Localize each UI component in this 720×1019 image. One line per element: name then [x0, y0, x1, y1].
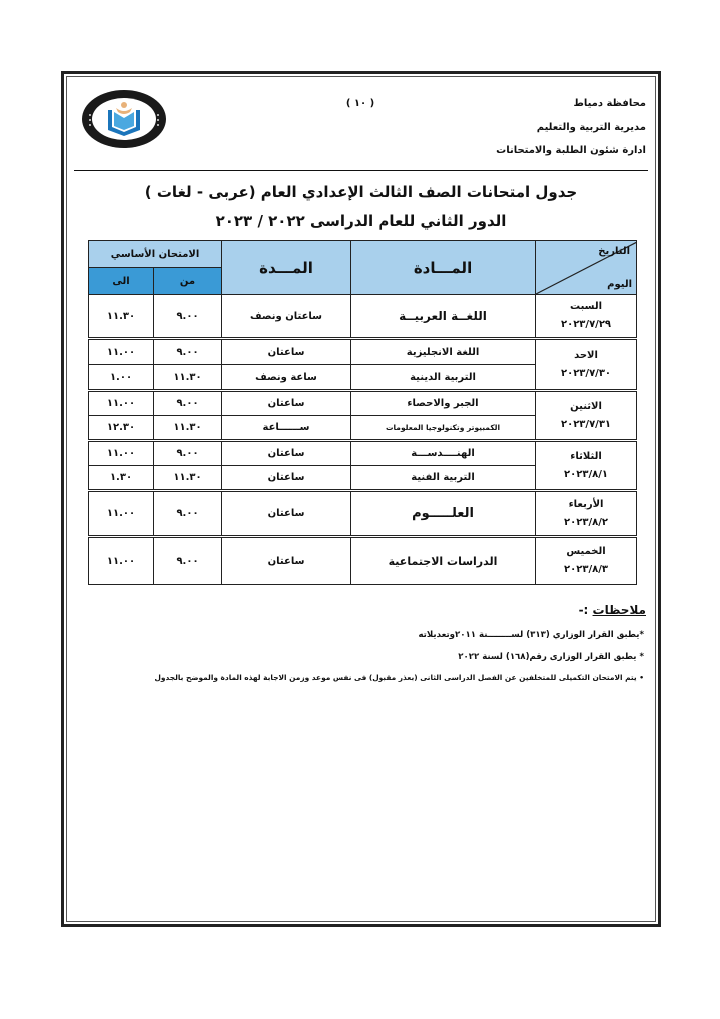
- table-header-row: [89, 241, 637, 268]
- department-name: ادارة شئون الطلبة والامتحانات: [496, 145, 646, 156]
- exam-subject: الجبر والاحصاء: [351, 391, 536, 416]
- exam-duration: ساعتان: [222, 339, 351, 365]
- notes-title: ملاحظات: [592, 603, 646, 617]
- day-name: الأربعاء: [568, 498, 604, 510]
- exam-end-time: ١١.٠٠: [89, 441, 154, 466]
- table-row: [89, 391, 637, 416]
- exam-day-date: [536, 295, 637, 339]
- exam-duration: ساعتان: [222, 537, 351, 585]
- exam-day-date: [536, 391, 637, 441]
- date-header: التاريخ: [598, 245, 631, 257]
- table-row: [89, 295, 637, 339]
- open-book-emblem-logo: [80, 88, 168, 150]
- exam-subject: التربية الدينية: [351, 365, 536, 391]
- exam-date: ٢٠٢٣/٨/٣: [564, 564, 608, 575]
- exam-subject: اللغة الانجليزية: [351, 339, 536, 365]
- exam-subject: الكمبيوتر وتكنولوجيا المعلومات: [351, 416, 536, 441]
- page-number: ( ١٠ ): [345, 98, 375, 109]
- exam-end-time: ١١.٠٠: [89, 537, 154, 585]
- exam-start-time: ٩.٠٠: [154, 491, 222, 537]
- header-divider: [74, 170, 648, 171]
- duration-header: المـــدة: [222, 241, 351, 295]
- directorate-name: مديرية التربية والتعليم: [536, 122, 646, 133]
- table-row: [89, 537, 637, 585]
- schedule-subtitle: الدور الثاني للعام الدراسى ٢٠٢٢ / ٢٠٢٣: [215, 212, 507, 230]
- exam-day-date: [536, 339, 637, 391]
- exam-end-time: ١.٣٠: [89, 466, 154, 491]
- exam-start-time: ١١.٣٠: [154, 365, 222, 391]
- day-name: الثلاثاء: [570, 450, 602, 462]
- exam-subject: العلـــــوم: [351, 491, 536, 537]
- exam-day-date: [536, 491, 637, 537]
- exam-start-time: ٩.٠٠: [154, 537, 222, 585]
- exam-duration: ساعتان: [222, 466, 351, 491]
- day-name: الاثنين: [570, 400, 602, 412]
- from-header: من: [154, 268, 222, 295]
- schedule-title: جدول امتحانات الصف الثالث الإعدادي العام (عربى - لغات ): [144, 183, 578, 201]
- exam-day-date: [536, 441, 637, 491]
- exam-duration: ساعتان ونصف: [222, 295, 351, 339]
- exam-end-time: ١.٠٠: [89, 365, 154, 391]
- exam-date: ٢٠٢٣/٨/٢: [564, 516, 608, 528]
- exam-start-time: ١١.٣٠: [154, 416, 222, 441]
- exam-start-time: ٩.٠٠: [154, 391, 222, 416]
- exam-end-time: ١١.٣٠: [89, 295, 154, 339]
- day-name: الاحد: [574, 349, 598, 361]
- exam-date: ٢٠٢٣/٨/١: [564, 468, 608, 480]
- date-day-header: [536, 241, 637, 295]
- exam-start-time: ٩.٠٠: [154, 441, 222, 466]
- table-row: [89, 491, 637, 537]
- day-name: السبت: [570, 301, 603, 312]
- note-item: • يتم الامتحان التكميلى للمتخلفين عن الفصل الدراسى الثانى (بعذر مقبول) فى نفس موعد وزمن الاجابة لهذه المادة والموضح بالجدول: [154, 673, 644, 682]
- exam-duration: ساعتان: [222, 391, 351, 416]
- exam-date: ٢٠٢٣/٧/٣١: [561, 418, 612, 430]
- exam-start-time: ٩.٠٠: [154, 339, 222, 365]
- exam-duration: ساعتان: [222, 441, 351, 466]
- day-header: اليوم: [607, 278, 633, 290]
- exam-duration: ســــــاعة: [222, 416, 351, 441]
- note-item: * يطبق القرار الوزارى رقم(١٦٨) لسنة ٢٠٢٢: [458, 652, 644, 662]
- exam-start-time: ٩.٠٠: [154, 295, 222, 339]
- exam-schedule-table: [88, 240, 637, 585]
- table-row: [89, 441, 637, 466]
- exam-end-time: ١١.٠٠: [89, 391, 154, 416]
- subject-header: المـــادة: [351, 241, 536, 295]
- exam-subject: الهنــــدســـة: [351, 441, 536, 466]
- exam-subject: الدراسات الاجتماعية: [351, 537, 536, 585]
- exam-day-date: [536, 537, 637, 585]
- exam-end-time: ١١.٠٠: [89, 491, 154, 537]
- exam-date: ٢٠٢٣/٧/٣٠: [561, 367, 612, 379]
- exam-duration: ساعتان: [222, 491, 351, 537]
- exam-start-time: ١١.٣٠: [154, 466, 222, 491]
- exam-duration: ساعة ونصف: [222, 365, 351, 391]
- day-name: الخميس: [566, 546, 606, 557]
- note-item: *يطبق القرار الوزاري (٣١٣) لســــــــنة ٢٠١١وتعديلاته: [418, 630, 644, 640]
- exam-date: ٢٠٢٣/٧/٢٩: [561, 319, 612, 330]
- exam-end-time: ١٢.٣٠: [89, 416, 154, 441]
- table-row: [89, 339, 637, 365]
- to-header: الى: [89, 268, 154, 295]
- governorate-name: محافظة دمياط: [573, 98, 646, 109]
- main-exam-header: الامتحان الأساسي: [89, 241, 222, 268]
- exam-subject: اللغــة العربيــة: [351, 295, 536, 339]
- exam-end-time: ١١.٠٠: [89, 339, 154, 365]
- exam-subject: التربية الفنية: [351, 466, 536, 491]
- notes-heading: [579, 603, 646, 617]
- notes-title-suffix: :-: [578, 603, 593, 617]
